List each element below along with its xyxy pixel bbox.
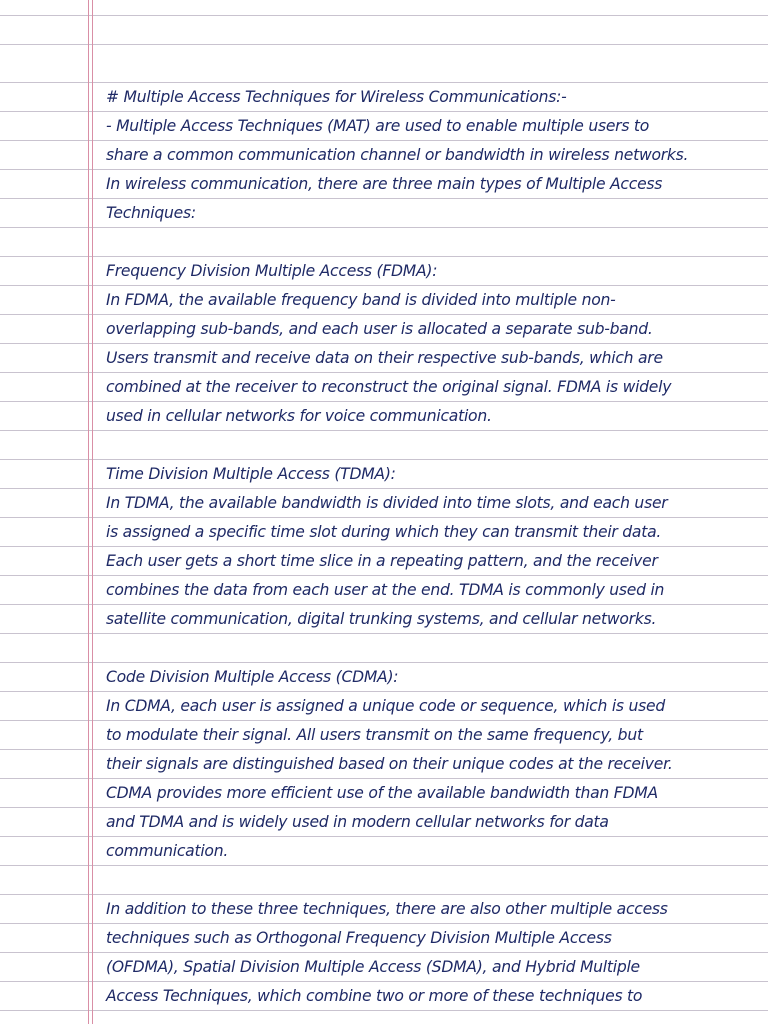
document-title: # Multiple Access Techniques for Wireless Communications:-	[106, 88, 567, 106]
text-line: techniques such as Orthogonal Frequency Division Multiple Access	[106, 929, 612, 947]
text-line: In CDMA, each user is assigned a unique code or sequence, which is used	[106, 697, 665, 715]
text-line: their signals are distinguished based on their unique codes at the receiver.	[106, 755, 673, 773]
text-line: combined at the receiver to reconstruct the original signal. FDMA is widely	[106, 378, 672, 396]
text-line: Users transmit and receive data on their respective sub-bands, which are	[106, 349, 663, 367]
section-heading-tdma: Time Division Multiple Access (TDMA):	[106, 465, 396, 483]
margin-line-right	[92, 0, 93, 1024]
text-line: overlapping sub-bands, and each user is allocated a separate sub-band.	[106, 320, 653, 338]
text-line: Each user gets a short time slice in a repeating pattern, and the receiver	[106, 552, 658, 570]
blank-line	[106, 431, 746, 460]
text-line: (OFDMA), Spatial Division Multiple Access (SDMA), and Hybrid Multiple	[106, 958, 640, 976]
text-line: combines the data from each user at the end. TDMA is commonly used in	[106, 581, 665, 599]
text-line: communication.	[106, 842, 229, 860]
blank-line	[106, 634, 746, 663]
text-line: - Multiple Access Techniques (MAT) are used to enable multiple users to	[106, 117, 650, 135]
text-line: satellite communication, digital trunking systems, and cellular networks.	[106, 610, 657, 628]
margin-line-left	[88, 0, 89, 1024]
section-heading-fdma: Frequency Division Multiple Access (FDMA):	[106, 262, 438, 280]
blank-line	[106, 228, 746, 257]
text-line: In TDMA, the available bandwidth is divided into time slots, and each user	[106, 494, 668, 512]
text-line: and TDMA and is widely used in modern cellular networks for data	[106, 813, 609, 831]
text-line: is assigned a specific time slot during which they can transmit their data.	[106, 523, 662, 541]
text-line: In wireless communication, there are three main types of Multiple Access	[106, 175, 663, 193]
text-line: Access Techniques, which combine two or more of these techniques to	[106, 987, 643, 1005]
handwritten-text-block	[106, 82, 746, 1010]
text-line: CDMA provides more efficient use of the available bandwidth than FDMA	[106, 784, 658, 802]
text-line: In FDMA, the available frequency band is divided into multiple non-	[106, 291, 616, 309]
text-line: used in cellular networks for voice communication.	[106, 407, 492, 425]
text-line: Techniques:	[106, 204, 196, 222]
text-line: share a common communication channel or bandwidth in wireless networks.	[106, 146, 689, 164]
text-line: In addition to these three techniques, there are also other multiple access	[106, 900, 668, 918]
section-heading-cdma: Code Division Multiple Access (CDMA):	[106, 668, 399, 686]
text-line: to modulate their signal. All users transmit on the same frequency, but	[106, 726, 643, 744]
blank-line	[106, 866, 746, 895]
